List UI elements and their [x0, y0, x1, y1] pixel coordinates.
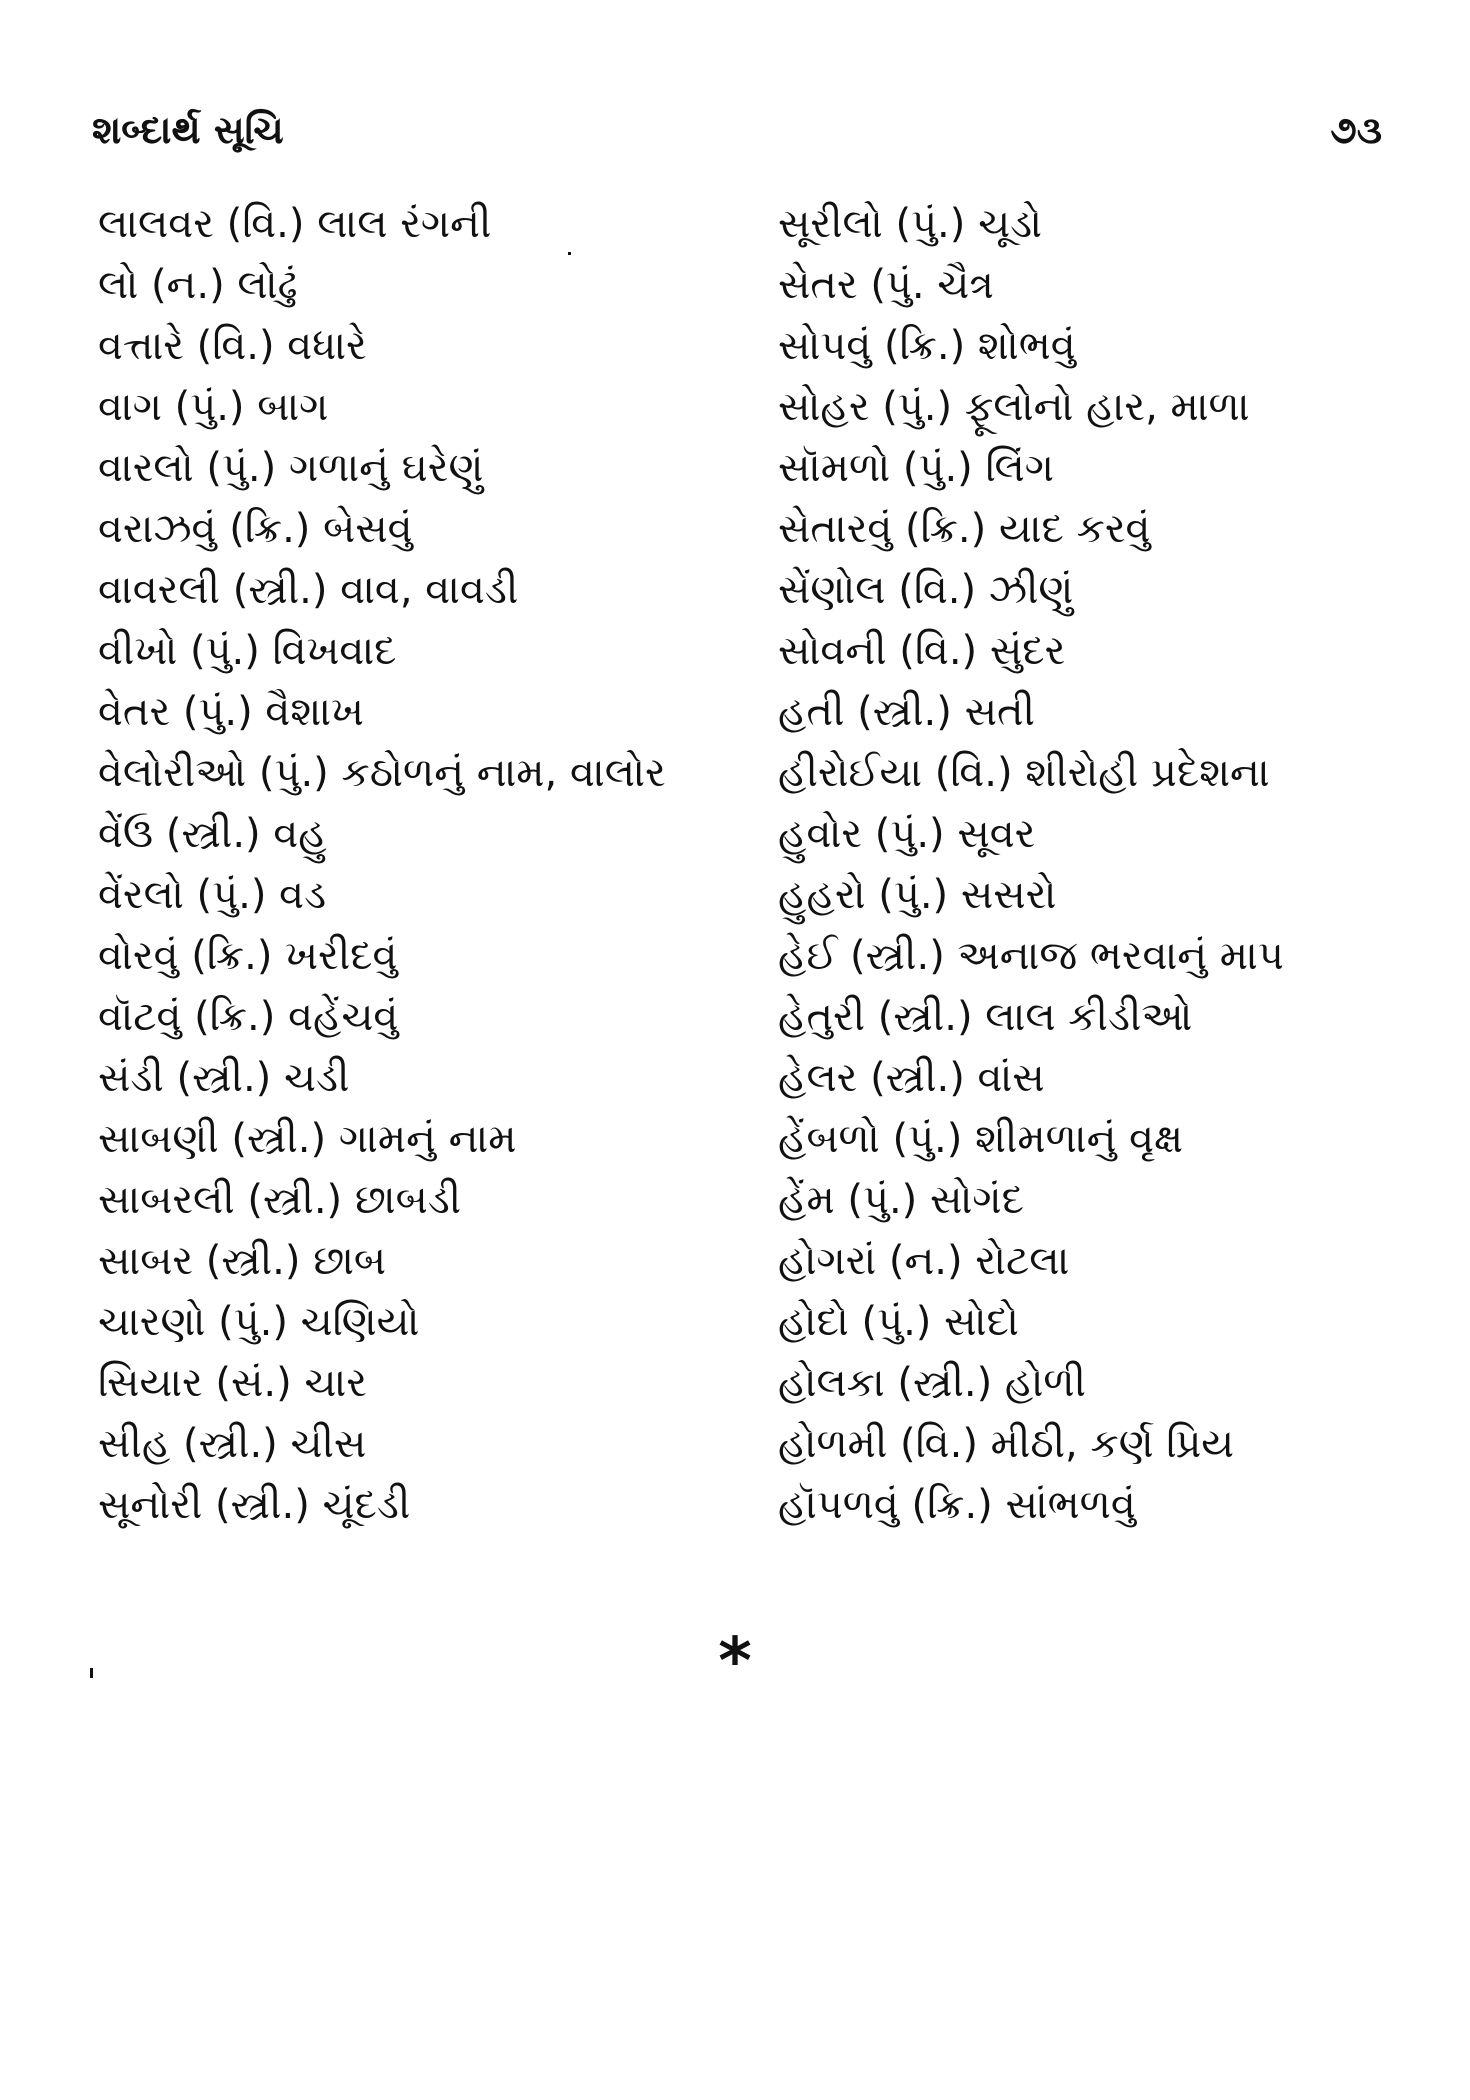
glossary-entry: સોવની (વિ.) સુંદર	[778, 628, 1066, 674]
glossary-entry: વેતર (પું.) વૈશાખ	[98, 689, 364, 735]
glossary-entry: સિયાર (સં.) ચાર	[98, 1360, 367, 1406]
glossary-entry: સાબરલી (સ્ત્રી.) છાબડી	[98, 1177, 462, 1223]
glossary-entry: સીહ (સ્ત્રી.) ચીસ	[98, 1421, 367, 1467]
glossary-entry: વેંરલો (પું.) વડ	[98, 872, 327, 918]
glossary-entry: વીખો (પું.) વિખવાદ	[98, 628, 397, 674]
glossary-entry: સેંણોલ (વિ.) ઝીણું	[778, 567, 1074, 613]
glossary-entry: સોપવું (ક્રિ.) શોભવું	[778, 323, 1076, 369]
glossary-entry: સૉમળો (પું.) લિંગ	[778, 445, 1054, 491]
page-header	[92, 108, 1382, 164]
glossary-entry: સૂનોરી (સ્ત્રી.) ચૂંદડી	[98, 1482, 411, 1528]
running-title: શબ્દાર્થ સૂચિ	[92, 108, 284, 152]
glossary-entry: હેતુરી (સ્ત્રી.) લાલ કીડીઓ	[778, 994, 1193, 1040]
glossary-entry: હેંમ (પું.) સોગંદ	[778, 1177, 1024, 1223]
glossary-entry: હેઈ (સ્ત્રી.) અનાજ ભરવાનું માપ	[778, 933, 1284, 979]
glossary-entry: સેતર (પું. ચૈત્ર	[778, 262, 994, 308]
page-number: ૭૩	[1330, 108, 1382, 152]
glossary-entry: વેલોરીઓ (પું.) કઠોળનું નામ, વાલોર	[98, 750, 666, 796]
glossary-entry: સાબણી (સ્ત્રી.) ગામનું નામ	[98, 1116, 517, 1162]
glossary-entry: હેંબળો (પું.) શીમળાનું વૃક્ષ	[778, 1116, 1184, 1162]
glossary-entry: હુહરો (પું.) સસરો	[778, 872, 1057, 918]
glossary-entry: હુવોર (પું.) સૂવર	[778, 811, 1036, 857]
glossary-entry: સાબર (સ્ત્રી.) છાબ	[98, 1238, 387, 1284]
print-speck	[90, 1668, 93, 1678]
glossary-entry: વારલો (પું.) ગળાનું ઘરેણું	[98, 445, 484, 491]
glossary-entry: સેતારવું (ક્રિ.) યાદ કરવું	[778, 506, 1151, 552]
glossary-entry: લાલવર (વિ.) લાલ રંગની	[98, 201, 492, 247]
glossary-entry: હતી (સ્ત્રી.) સતી	[778, 689, 1035, 735]
glossary-entry: વેંઉ (સ્ત્રી.) વહુ	[98, 811, 327, 857]
glossary-entry: હોલકા (સ્ત્રી.) હોળી	[778, 1360, 1086, 1406]
glossary-entry: હેલર (સ્ત્રી.) વાંસ	[778, 1055, 1045, 1101]
glossary-entry: લો (ન.) લોઢું	[98, 262, 298, 308]
glossary-entry: ચારણો (પું.) ચણિયો	[98, 1299, 420, 1345]
glossary-entry: વોરવું (ક્રિ.) ખરીદવું	[98, 933, 398, 979]
section-end-asterisk: *	[718, 1625, 752, 1699]
glossary-entry: સંડી (સ્ત્રી.) ચડી	[98, 1055, 350, 1101]
glossary-column-right	[778, 194, 1418, 1536]
glossary-entry: વત્તારે (વિ.) વધારે	[98, 323, 367, 369]
glossary-entry: હૉપળવું (ક્રિ.) સાંભળવું	[778, 1482, 1136, 1528]
glossary-entry: હોગરાં (ન.) રોટલા	[778, 1238, 1070, 1284]
glossary-entry: વાવરલી (સ્ત્રી.) વાવ, વાવડી	[98, 567, 519, 613]
glossary-column-left	[98, 194, 738, 1536]
print-speck	[568, 252, 571, 255]
glossary-entry: હોદો (પું.) સોદો	[778, 1299, 1019, 1345]
glossary-entry: હોળમી (વિ.) મીઠી, કર્ણ પ્રિય	[778, 1421, 1235, 1467]
glossary-entry: સોહર (પું.) ફૂલોનો હાર, માળા	[778, 384, 1250, 430]
glossary-entry: સૂરીલો (પું.) ચૂડો	[778, 201, 1043, 247]
glossary-entry: વૉટવું (ક્રિ.) વહેંચવું	[98, 994, 399, 1040]
glossary-entry: વાગ (પું.) બાગ	[98, 384, 329, 430]
glossary-entry: હીરોઈયા (વિ.) શીરોહી પ્રદેશના	[778, 750, 1270, 796]
glossary-entry: વરાઝવું (ક્રિ.) બેસવું	[98, 506, 413, 552]
